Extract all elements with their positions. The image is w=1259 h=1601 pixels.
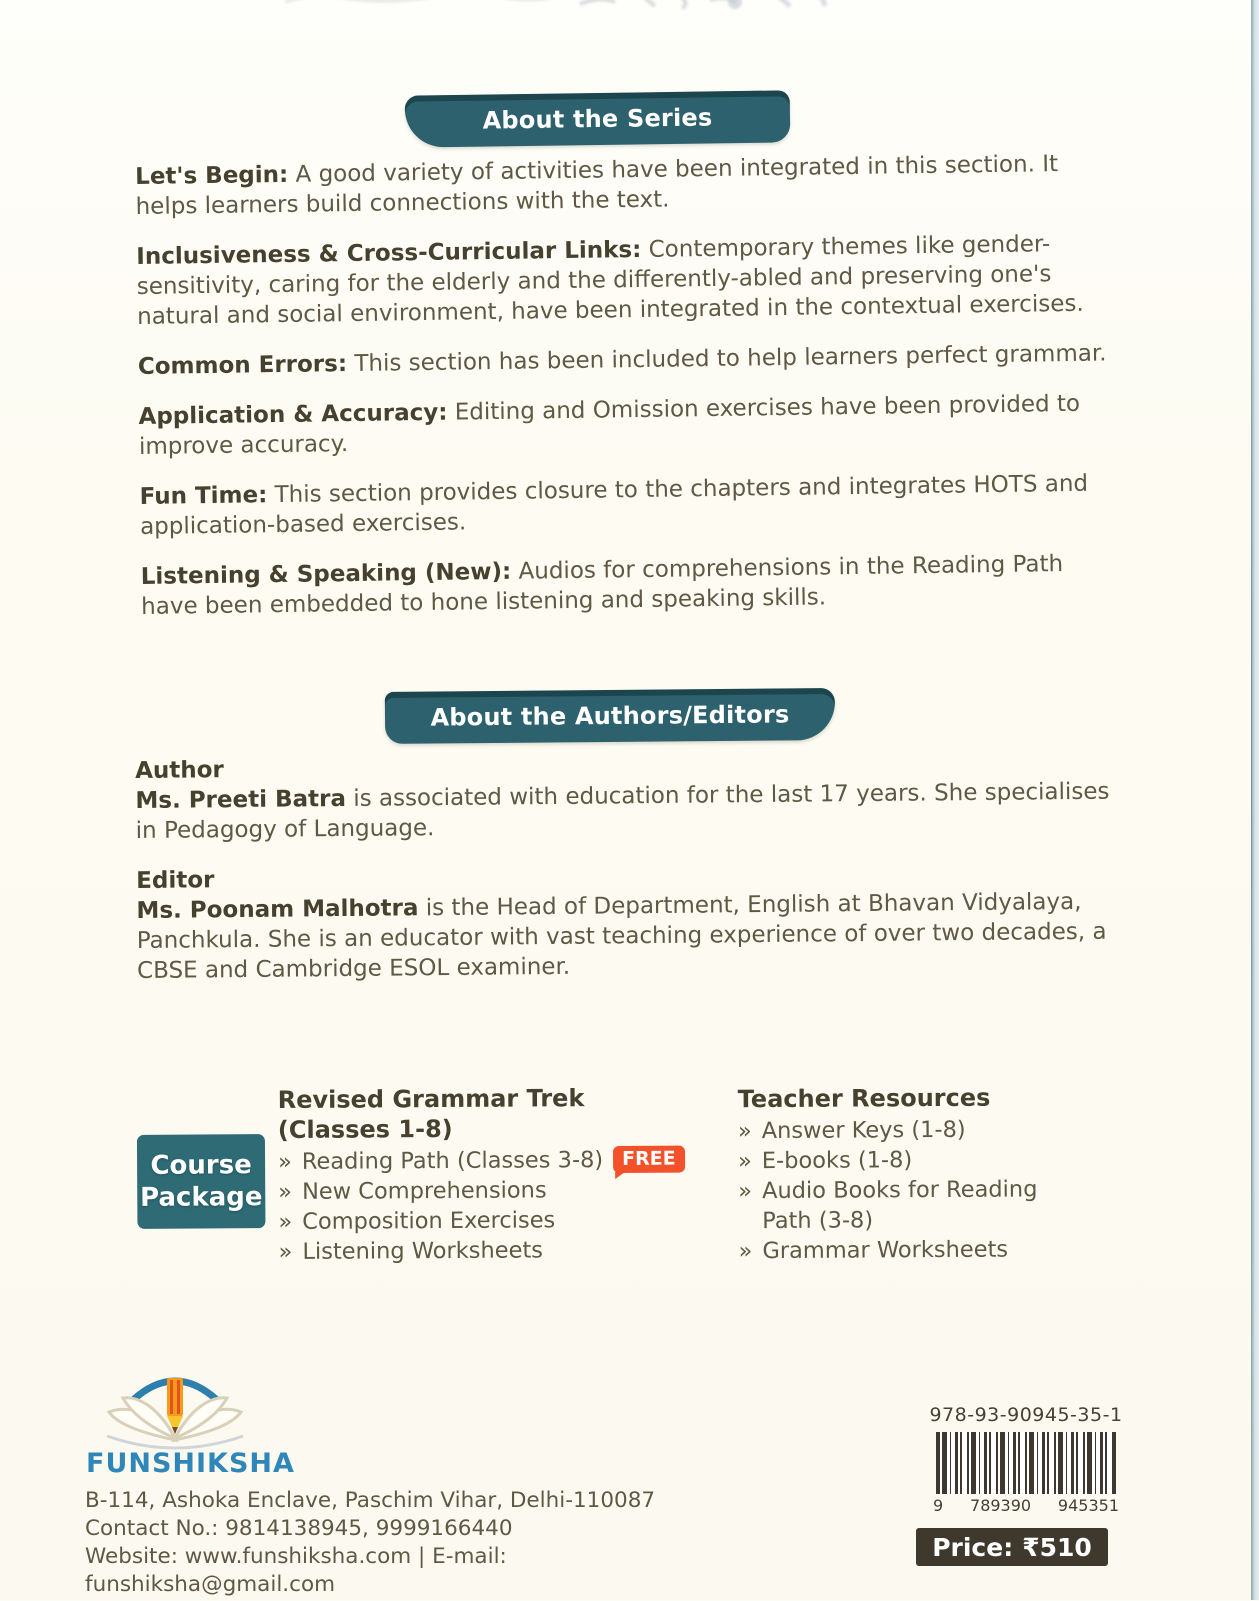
series-item-text: This section provides closure to the chapters and integrates HOTS and application-based exercises.: [139, 470, 1089, 540]
chevron-icon: »: [738, 1178, 753, 1205]
course-item-label: Composition Exercises: [302, 1207, 556, 1235]
course-item-label: New Comprehensions: [301, 1177, 547, 1205]
isbn-block: [928, 1404, 1124, 1515]
course-item-listening-worksheets: [279, 1234, 719, 1267]
series-item-lead: Listening & Speaking (New):: [140, 558, 512, 590]
teacher-item-label: E-books (1-8): [761, 1147, 913, 1175]
barcode-image: [936, 1432, 1116, 1494]
teacher-item-label: Grammar Worksheets: [762, 1236, 1009, 1265]
publisher-website-email: Website: www.funshiksha.com | E-mail: funshiksha@gmail.com: [85, 1544, 507, 1597]
funshiksha-brand-name: FUNSHIKSHA: [86, 1448, 295, 1479]
course-heading-line2: (Classes 1-8): [277, 1114, 453, 1145]
course-package-heading: [278, 1083, 585, 1145]
price-label: Price:: [932, 1532, 1014, 1562]
teacher-item-label: Audio Books for Reading Path (3-8): [761, 1176, 1038, 1235]
series-item-lead: Inclusiveness & Cross-Curricular Links:: [136, 236, 642, 270]
series-item-lead: Application & Accuracy:: [138, 399, 448, 430]
teacher-item-label: Answer Keys (1-8): [761, 1116, 966, 1145]
series-item-text: Editing and Omission exercises have been provided to improve accuracy.: [138, 390, 1081, 460]
barcode-digit-group2: 945351: [1057, 1496, 1119, 1515]
chevron-icon: »: [277, 1148, 292, 1176]
publisher-contact-block: [85, 1487, 725, 1599]
course-package-list: [278, 1144, 719, 1267]
price-value: ₹510: [1022, 1532, 1092, 1562]
isbn-number: 978-93-90945-35-1: [929, 1404, 1123, 1426]
series-item-text: Audios for comprehensions in the Reading Path have been embedded to hone listening and speaking skills.: [141, 551, 1064, 620]
series-item-lead: Fun Time:: [139, 482, 268, 510]
author-bio-text: is associated with education for the last 17 years. She specialises in Pedagogy of Language.: [135, 778, 1110, 844]
author-role-heading: Author: [135, 757, 224, 784]
series-item-text: Contemporary themes like gender-sensitivity, caring for the elderly and the differently-abled and preserving one's natural and social environment, have been integrated in the contextual exercises.: [136, 231, 1084, 330]
publisher-contact: Contact No.: 9814138945, 9999166440: [85, 1516, 513, 1541]
course-package-label-box: [137, 1134, 266, 1229]
teacher-item-grammar-worksheets: [739, 1234, 1069, 1266]
course-item-label: Listening Worksheets: [302, 1237, 544, 1265]
teacher-item-audio-books: [738, 1174, 1068, 1236]
barcode-digit-left: 9: [933, 1496, 944, 1515]
editor-role-heading: Editor: [136, 867, 215, 894]
chevron-icon: »: [738, 1148, 752, 1175]
funshiksha-logo-icon: [95, 1356, 255, 1452]
course-item-composition-exercises: [278, 1204, 718, 1237]
teacher-item-answer-keys: [738, 1114, 1068, 1146]
publisher-address: B-114, Ashoka Enclave, Paschim Vihar, Delhi-110087: [85, 1488, 656, 1513]
course-item-reading-path: [278, 1144, 718, 1177]
course-heading-line1: Revised Grammar Trek: [277, 1084, 585, 1115]
teacher-resources-heading: Teacher Resources: [737, 1083, 991, 1114]
series-item-text: This section has been included to help learners perfect grammar.: [354, 340, 1107, 377]
course-package-label-line2: Package: [139, 1182, 263, 1213]
editor-bio-text: is the Head of Department, English at Bhavan Vidyalaya, Panchkula. She is an educator with vast teaching experience of over two decades, a CBSE and Cambridge ESOL examiner.: [136, 888, 1107, 984]
teacher-item-ebooks: [738, 1144, 1068, 1176]
chevron-icon: »: [278, 1238, 293, 1266]
course-item-label: Reading Path (Classes 3-8) FREE: [302, 1145, 685, 1177]
series-item-text: A good variety of activities have been integrated in this section. It helps learners build connections with the text.: [135, 151, 1059, 220]
chevron-icon: »: [738, 1238, 753, 1265]
chevron-icon: »: [278, 1178, 293, 1206]
adjacent-page-edge: [1252, 0, 1259, 1600]
course-item-new-comprehensions: [278, 1174, 718, 1207]
chevron-icon: »: [278, 1208, 293, 1236]
barcode-digit-group1: 789390: [970, 1496, 1032, 1515]
barcode-digits: [933, 1496, 1119, 1515]
series-item-lead: Let's Begin:: [135, 161, 289, 190]
price-badge: [916, 1528, 1108, 1566]
about-series-badge-label: About the Series: [482, 103, 713, 135]
teacher-resources-list: [738, 1114, 1069, 1266]
author-name: Ms. Preeti Batra: [135, 785, 347, 814]
about-authors-badge-label: About the Authors/Editors: [430, 700, 790, 732]
course-package-label-line1: Course: [150, 1150, 252, 1181]
editor-name: Ms. Poonam Malhotra: [136, 895, 419, 924]
series-item-lead: Common Errors:: [137, 351, 348, 380]
chevron-icon: »: [737, 1118, 752, 1145]
free-badge: FREE: [613, 1146, 685, 1173]
